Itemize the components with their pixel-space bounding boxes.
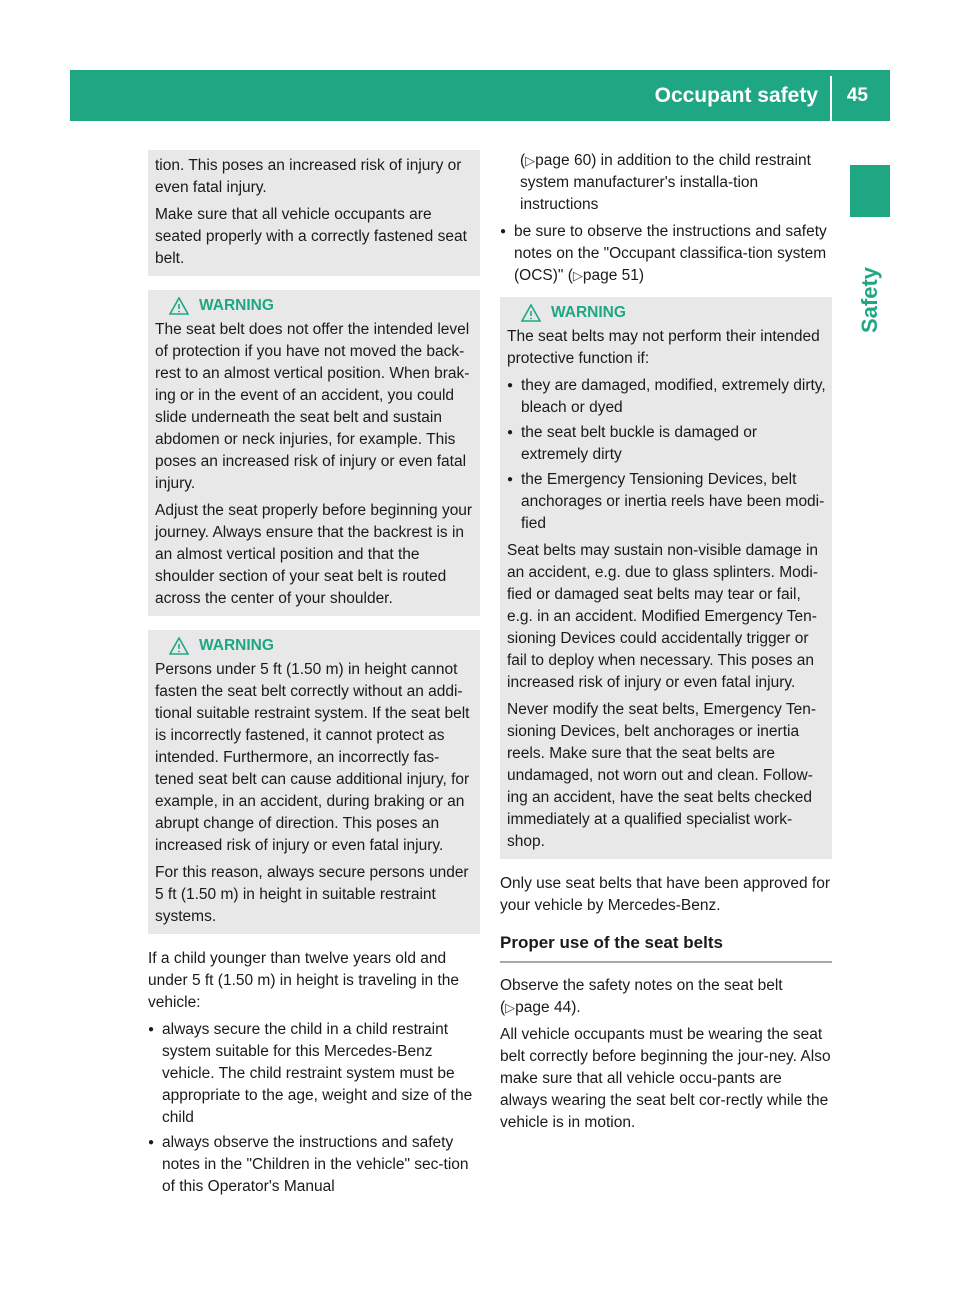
warning-triangle-icon — [169, 637, 189, 655]
warning-box — [148, 630, 480, 934]
warning-triangle-icon — [169, 297, 189, 315]
page-reference[interactable]: page 51) — [582, 267, 645, 284]
bullet-list — [500, 221, 832, 287]
list-item: ● the Emergency Tensioning Devices, belt anchorages or inertia reels have been modi-fied — [507, 469, 826, 535]
page-number: 45 — [846, 85, 868, 106]
warning-heading — [169, 295, 474, 317]
paragraph: Seat belts may sustain non-visible damage in an accident, e.g. due to glass splinters. Modi-fied or damaged seat belts may tear or fail, e.g. in an accident. Modified Emergency Ten-sioning Devices could accidentally trigger or fail to deploy when necessary. This poses an increased risk of injury or even fatal injury. — [507, 542, 819, 691]
warning-triangle-icon — [521, 304, 541, 322]
continued-box — [148, 150, 480, 276]
page-ref-arrow-icon: ▷ — [525, 153, 536, 168]
page-ref-arrow-icon: ▷ — [505, 1000, 516, 1015]
list-item: ● always secure the child in a child restraint system suitable for this Mercedes-Benz vehicle. The child restraint system must be appropriate to the age, weight and size of the child — [148, 1019, 480, 1129]
header-divider — [830, 76, 832, 121]
warning-box — [148, 290, 480, 616]
bullet-list — [507, 375, 826, 535]
page-ref-arrow-icon: ▷ — [572, 268, 583, 283]
bullet-list — [148, 1019, 480, 1198]
page-reference[interactable]: page 60) in addition to the child restraint system manufacturer's installa-tion instructions — [520, 152, 811, 213]
header-bar — [70, 70, 890, 121]
paragraph: tion. This poses an increased risk of injury or even fatal injury. — [155, 157, 462, 196]
section-tab-label: Safety — [857, 266, 882, 334]
left-column — [148, 150, 480, 1203]
list-item: ● be sure to observe the instructions and safety notes on the "Occupant classifica-tion system (OCS)" (▷page 51) — [500, 221, 832, 287]
paragraph: The seat belt does not offer the intended level of protection if you have not moved the back-rest to an almost vertical position. When brak-ing or in the event of an accident, you could slide underneath the seat belt and sustain abdomen or neck injuries, for example. This poses an increased risk of injury or even fatal injury. — [155, 321, 470, 492]
paragraph: Adjust the seat properly before beginning your journey. Always ensure that the backrest is in an almost vertical position and that the shoulder section of your seat belt is routed across the center of your shoulder. — [155, 502, 473, 607]
continued-paragraph: (▷page 60) in addition to the child restraint system manufacturer's installa-tion instructions — [520, 152, 811, 213]
paragraph: All vehicle occupants must be wearing the seat belt correctly before beginning the jour-ney. Also make sure that all vehicle occu-pants are always wearing the seat belt cor-rectly while the vehicle is in motion. — [500, 1026, 831, 1131]
paragraph: For this reason, always secure persons under 5 ft (1.50 m) in height in suitable restraint systems. — [155, 864, 469, 925]
paragraph: Never modify the seat belts, Emergency Ten-sioning Devices, belt anchorages or inertia reels. Make sure that the seat belts are undamaged, not worn out and clean. Follow-ing an accident, have the seat belts checked immediately at a qualified specialist work-shop. — [507, 701, 816, 850]
list-item: ● always observe the instructions and safety notes in the "Children in the vehicle" sec-tion of this Operator's Manual — [148, 1132, 480, 1198]
list-item: ● they are damaged, modified, extremely dirty, bleach or dyed — [507, 375, 826, 419]
warning-title: WARNING — [199, 297, 274, 314]
list-item: ● the seat belt buckle is damaged or extremely dirty — [507, 422, 826, 466]
paragraph: Only use seat belts that have been approved for your vehicle by Mercedes-Benz. — [500, 875, 831, 914]
section-heading: Proper use of the seat belts — [500, 931, 832, 963]
paragraph: Make sure that all vehicle occupants are seated properly with a correctly fastened seat belt. — [155, 206, 467, 267]
page-reference[interactable]: page 44). — [515, 999, 581, 1016]
paragraph: The seat belts may not perform their intended protective function if: — [507, 328, 820, 367]
paragraph: Persons under 5 ft (1.50 m) in height cannot fasten the seat belt correctly without an addi-tional suitable restraint system. If the seat belt is incorrectly fastened, it cannot protect as intended. Furthermore, an incorrectly fas-tened seat belt can cause additional injury, for example, in an accident, during braking or an abrupt change of direction. This poses an increased risk of injury or even fatal injury. — [155, 661, 470, 854]
paragraph: If a child younger than twelve years old and under 5 ft (1.50 m) in height is traveling in the vehicle: — [148, 950, 460, 1011]
paragraph: Observe the safety notes on the seat belt (▷page 44). — [500, 977, 783, 1016]
right-column — [500, 150, 832, 1139]
warning-title: WARNING — [551, 304, 626, 321]
warning-heading — [521, 302, 826, 324]
warning-heading — [169, 635, 474, 657]
warning-title: WARNING — [199, 637, 274, 654]
page-title: Occupant safety — [654, 84, 818, 107]
section-tab-marker — [850, 165, 890, 217]
warning-box — [500, 297, 832, 859]
